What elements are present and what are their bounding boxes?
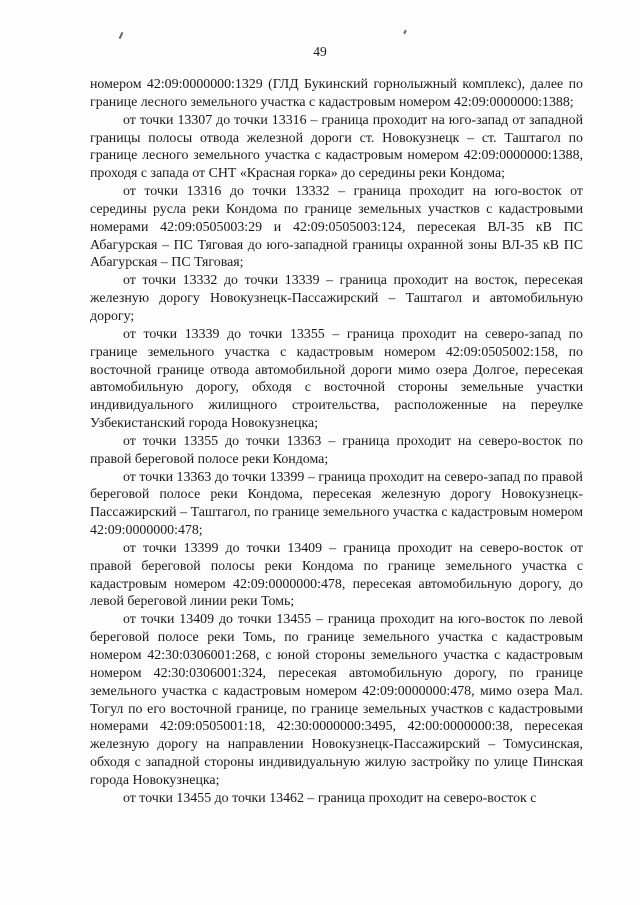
paragraph: от точки 13399 до точки 13409 – граница проходит на северо-восток от правой береговой полосы реки Кондома по границе земельного участка с кадастровым номером 42:09:0000000:478, пересекая автомобильную дорогу, до левой береговой линии реки Томь; (90, 540, 583, 610)
scan-mark (403, 30, 407, 34)
paragraph: от точки 13409 до точки 13455 – граница проходит на юго-восток по левой береговой полосе реки Томь, по границе земельного участка с кадастровым номером 42:30:0306001:268, с юной стороны земельного участка с кадастровым номером 42:30:0306001:324, пересекая автомобильную дорогу, по границе земельного участка с кадастровым номером 42:09:0000000:478, мимо озера Мал. Тогул по его восточной границе, по границе земельных участков с кадастровыми номерами 42:09:0505001:18, 42:30:0000000:3495, 42:00:0000000:38, пересекая железную дорогу на направлении Новокузнецк-Пассажирский – Томусинская, обходя с западной стороны индивидуальную жилую застройку по улице Пинская города Новокузнецка; (90, 612, 583, 788)
paragraph: от точки 13307 до точки 13316 – граница проходит на юго-запад от западной границы полосы отвода железной дороги ст. Новокузнецк – ст. Таштагол по границе лесного земельного участка с кадастровым номером 42:09:0000000:1388, проходя с запада от СНТ «Красная горка» до середины реки Кондома; (90, 112, 583, 182)
paragraph: от точки 13355 до точки 13363 – граница проходит на северо-восток по правой береговой полосе реки Кондома; (90, 433, 583, 467)
paragraph: от точки 13316 до точки 13332 – граница проходит на юго-восток от середины русла реки Кондома по границе земельных участков с кадастровыми номерами 42:09:0505003:29 и 42:09:0505003:124, пересекая ВЛ-35 кВ ПС Абагурская – ПС Тяговая до юго-западной границы охранной зоны ВЛ-35 кВ ПС Абагурская – ПС Тяговая; (90, 184, 583, 271)
paragraph: от точки 13455 до точки 13462 – граница проходит на северо-восток с (123, 790, 537, 806)
page-number: 49 (313, 44, 327, 59)
document-text (90, 76, 583, 808)
paragraph: номером 42:09:0000000:1329 (ГЛД Букинский горнолыжный комплекс), далее по границе лесного земельного участка с кадастровым номером 42:09:0000000:1388; (90, 77, 583, 110)
paragraph: от точки 13363 до точки 13399 – граница проходит на северо-запад по правой береговой полосе реки Кондома, пересекая железную дорогу Новокузнецк-Пассажирский – Таштагол, по границе земельного участка с кадастровым номером 42:09:0000000:478; (90, 469, 583, 539)
paragraph: от точки 13332 до точки 13339 – граница проходит на восток, пересекая железную дорогу Новокузнецк-Пассажирский – Таштагол и автомобильную дорогу; (90, 273, 583, 324)
paragraph: от точки 13339 до точки 13355 – граница проходит на северо-запад по границе земельного участка с кадастровым номером 42:09:0505002:158, по восточной границе отвода автомобильной дороги мимо озера Долгое, пересекая автомобильную дорогу, обходя с восточной стороны земельные участки индивидуального жилищного строительства, расположенные на переулке Узбекистанский города Новокузнецка; (90, 326, 583, 432)
scan-mark (119, 32, 124, 39)
